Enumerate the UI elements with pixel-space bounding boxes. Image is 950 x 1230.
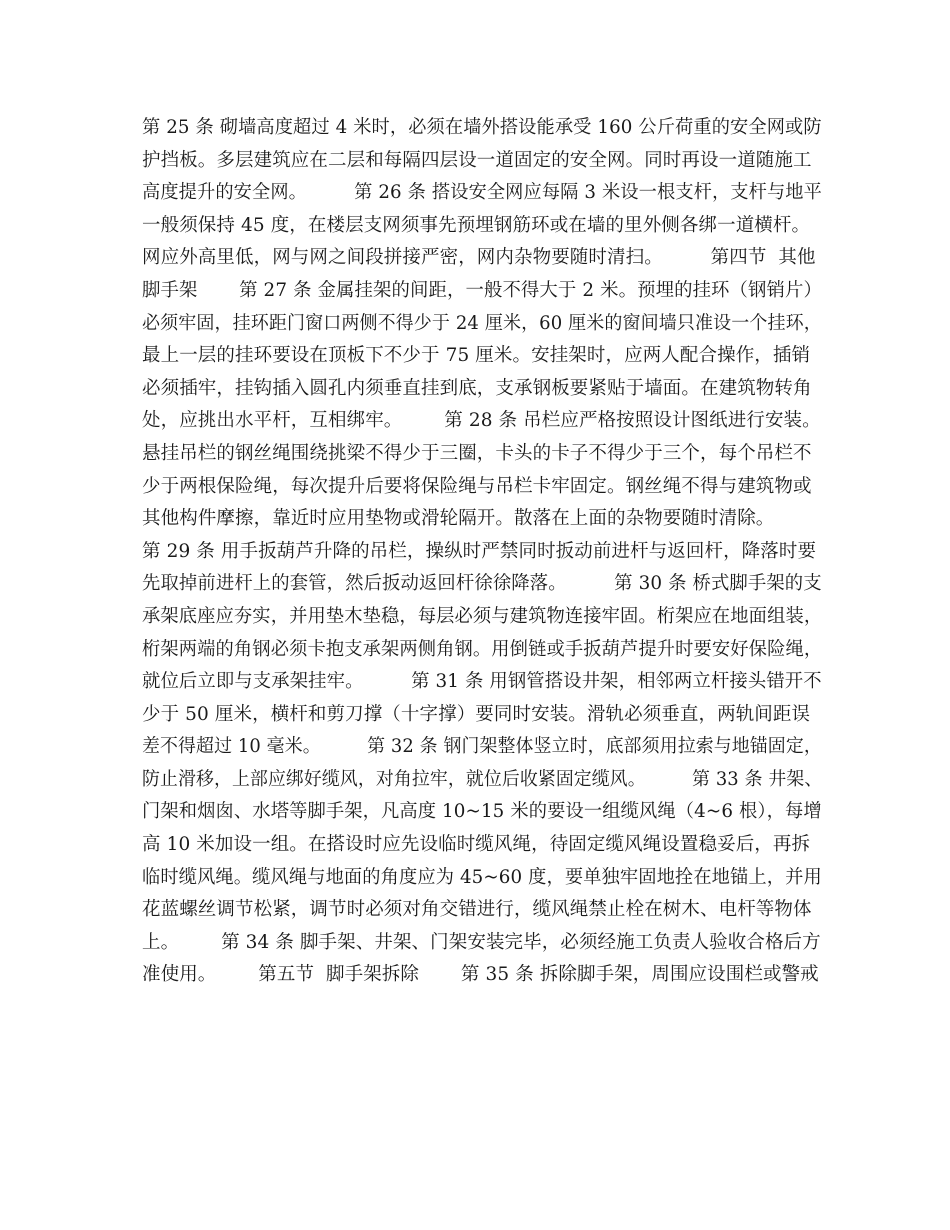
text-line: 门架和烟囱、水塔等脚手架，凡高度 10~15 米的要设一组缆风绳（4~6 根），每增 — [142, 801, 822, 823]
text-line: 处，应挑出水平杆，互相绑牢。 第 28 条 吊栏应严格按照设计图纸进行安装。 — [142, 410, 821, 432]
text-line: 悬挂吊栏的钢丝绳围绕挑梁不得少于三圈，卡头的卡子不得少于三个，每个吊栏不 — [142, 442, 812, 464]
text-line: 差不得超过 10 毫米。 第 32 条 钢门架整体竖立时，底部须用拉索与地锚固定， — [142, 736, 822, 758]
text-line: 花蓝螺丝调节松紧，调节时必须对角交错进行，缆风绳禁止栓在树木、电杆等物体 — [142, 899, 812, 921]
text-line: 第 29 条 用手扳葫芦升降的吊栏，操纵时严禁同时扳动前进杆与返回杆，降落时要 — [142, 540, 817, 562]
text-line: 必须牢固，挂环距门窗口两侧不得少于 24 厘米，60 厘米的窗间墙只准设一个挂环， — [142, 312, 822, 334]
text-line: 高度提升的安全网。 第 26 条 搭设安全网应每隔 3 米设一根支杆，支杆与地平 — [142, 182, 822, 204]
text-line: 就位后立即与支承架挂牢。 第 31 条 用钢管搭设井架，相邻两立杆接头错开不 — [142, 671, 822, 693]
text-line: 其他构件摩擦，靠近时应用垫物或滑轮隔开。散落在上面的杂物要随时清除。 — [142, 508, 775, 530]
text-line: 临时缆风绳。缆风绳与地面的角度应为 45~60 度，要单独牢固地拴在地锚上，并用 — [142, 866, 822, 888]
text-line: 少于两根保险绳，每次提升后要将保险绳与吊栏卡牢固定。钢丝绳不得与建筑物或 — [142, 475, 812, 497]
text-line: 防止滑移，上部应绑好缆风，对角拉牢，就位后收紧固定缆风。 第 33 条 井架、 — [142, 768, 823, 790]
text-line: 第 25 条 砌墙高度超过 4 米时，必须在墙外搭设能承受 160 公斤荷重的安全网或防 — [142, 117, 822, 138]
text-line: 最上一层的挂环要设在顶板下不少于 75 厘米。安挂架时，应两人配合操作，插销 — [142, 345, 811, 367]
text-line: 必须插牢，挂钩插入圆孔内须垂直挂到底，支承钢板要紧贴于墙面。在建筑物转角 — [142, 377, 812, 399]
text-line: 上。 第 34 条 脚手架、井架、门架安装完毕，必须经施工负责人验收合格后方 — [142, 931, 821, 953]
text-line: 脚手架 第 27 条 金属挂架的间距，一般不得大于 2 米。预埋的挂环（钢销片） — [142, 279, 823, 301]
text-line: 承架底座应夯实，并用垫木垫稳，每层必须与建筑物连接牢固。桁架应在地面组装， — [142, 605, 823, 627]
body-text — [142, 112, 822, 992]
text-line: 护挡板。多层建筑应在二层和每隔四层设一道固定的安全网。同时再设一道随施工 — [142, 149, 812, 171]
text-line: 先取掉前进杆上的套管，然后扳动返回杆徐徐降落。 第 30 条 桥式脚手架的支 — [142, 573, 822, 595]
text-line: 网应外高里低，网与网之间段拼接严密，网内杂物要随时清扫。 第四节 其他 — [142, 247, 816, 269]
text-line: 高 10 米加设一组。在搭设时应先设临时缆风绳，待固定缆风绳设置稳妥后，再拆 — [142, 834, 811, 856]
text-line: 一般须保持 45 度，在楼层支网须事先预埋钢筋环或在墙的里外侧各绑一道横杆。 — [142, 214, 811, 236]
text-line: 少于 50 厘米，横杆和剪刀撑（十字撑）要同时安装。滑轨必须垂直，两轨间距误 — [142, 703, 811, 725]
text-line: 桁架两端的角钢必须卡抱支承架两侧角钢。用倒链或手扳葫芦提升时要安好保险绳， — [142, 638, 823, 660]
text-line: 准使用。 第五节 脚手架拆除 第 35 条 拆除脚手架，周围应设围栏或警戒 — [142, 964, 819, 986]
